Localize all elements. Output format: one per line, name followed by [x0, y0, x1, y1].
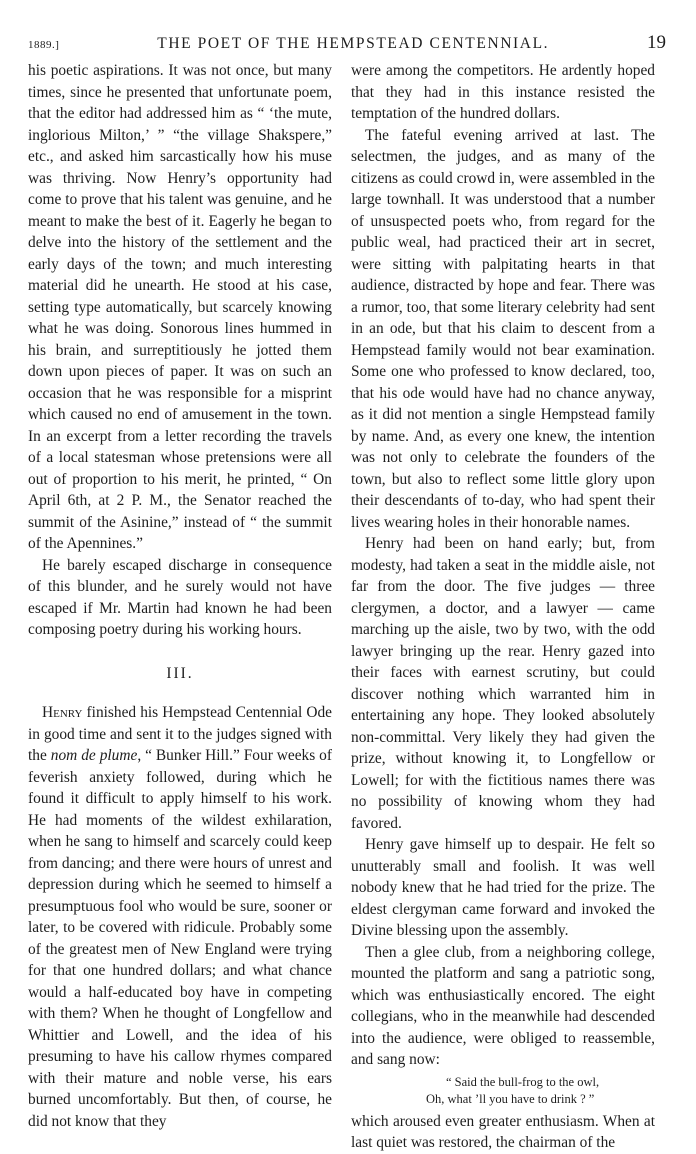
paragraph: Henry gave himself up to despair. He felt so unutterably small and foolish. It was well nobody knew that he had tried for the prize. The eldest clergyman came forward and invoked the Divine blessing upon the assembly. — [351, 836, 655, 939]
paragraph: Then a glee club, from a neighboring college, mounted the platform and sang a patriotic song, which was enthusiastically encored. The eight collegians, who in the meanwhile had descended into the audience, were obliged to reassemble, and sang now: — [351, 943, 655, 1068]
text-run: finished his Hempstead Centennial Ode in good time and sent it to the judges signed with the — [28, 704, 332, 764]
paragraph: which aroused even greater enthusiasm. When at last quiet was restored, the chairman of the — [351, 1112, 655, 1151]
right-column — [351, 60, 655, 1154]
header-year: 1889.] — [28, 39, 60, 51]
page-number: 19 — [646, 32, 666, 53]
paragraph: He barely escaped discharge in consequence of this blunder, and he surely would not have escaped if Mr. Martin had known he had been composing poetry during his working hours. — [28, 556, 332, 638]
paragraph: were among the competitors. He ardently hoped that they had in this instance resisted the temptation of the hundred dollars. — [351, 62, 655, 122]
drop-word: Henry — [42, 704, 83, 721]
verse-line: Oh, what ’ll you have to drink ? ” — [426, 1091, 595, 1106]
paragraph: his poetic aspirations. It was not once, but many times, since he presented that unfortunate poem, that the editor had addressed him as “ ‘the mute, inglorious Milton,’ ” “the village Shakspere,” etc., and asked him sarcastically how his muse was thriving. Now Henry’s opportunity had come to prove that his talent was genuine, and he meant to make the best of it. Eagerly he began to delve into the history of the settlement and the early days of the town; and much interesting material did he unearth. He stood at his case, setting type automatically, but scarcely knowing what he was doing. Sonorous lines hummed in his brain, and surreptitiously he jotted them down upon pieces of paper. It was on such an occasion that he was responsible for a misprint which caused no end of amusement in the town. In an excerpt from a letter recording the travels of a local statesman whose pretensions were all out of proportion to his merit, he printed, “ On April 6th, at 2 P. M., the Senator reached the summit of the Asinine,” instead of “ the summit of the Apennines.” — [28, 62, 332, 552]
left-column — [28, 60, 332, 1132]
paragraph: Henry had been on hand early; but, from modesty, had taken a seat in the middle aisle, not far from the door. The five judges — three clergymen, a doctor, and a lawyer — came marching up the aisle, two by two, with the odd lawyer bringing up the rear. Henry gazed into their faces with earnest scrutiny, but could discover nothing which warranted him in entertaining any hope. They looked absolutely non-committal. Very likely they had given the prize, without knowing it, to Longfellow or Lowell; for with the fictitious names there was no possibility of knowing whom they had favored. — [351, 535, 655, 832]
verse-quote — [351, 1074, 655, 1108]
text-run: , “ Bunker Hill.” Four weeks of feverish anxiety followed, during which he found it difficult to apply himself to his work. He had moments of the wildest exhilaration, when he sang to himself and scarcely could keep from dancing; and there were hours of unrest and depression during which he seemed to himself a presumptuous fool who would be sure, sooner or later, to be covered with ridicule. Probably some of the greatest men of New England were trying for that one hundred dollars; and what chance would a half-educated boy have in competing with them? When he thought of Longfellow and Whittier and Lowell, and the idea of his presuming to have his callow rhymes compared with their mature and noble verse, his ears burned uncomfortably. But then, of course, he did not know that they — [28, 747, 333, 1130]
italic-text: nom de plume — [50, 747, 138, 764]
section-number: III. — [166, 664, 194, 682]
running-header — [28, 32, 666, 56]
verse-line: “ Said the bull-frog to the owl, — [446, 1074, 600, 1089]
paragraph — [28, 702, 332, 1132]
paragraph: The fateful evening arrived at last. The selectmen, the judges, and as many of the citizens as could crowd in, were assembled in the large townhall. It was understood that a number of unsuspected poets who, from regard for the public weal, had practiced their art in secret, were sitting with palpitating hearts in that audience, distracted by hope and fear. There was a rumor, too, that some literary celebrity had sent in an ode, but that his claim to descent from a Hempstead family would not bear examination. Some one who professed to know declared, too, that his ode would have had no chance anyway, as it did not mention a single Hempstead family by name. And, as every one knew, the intention was not only to celebrate the founders of the town, but also to reflect some little glory upon their descendants of to-day, who had spent their lives wearing holes in their honorable names. — [351, 126, 655, 531]
header-title: THE POET OF THE HEMPSTEAD CENTENNIAL. — [157, 35, 550, 52]
